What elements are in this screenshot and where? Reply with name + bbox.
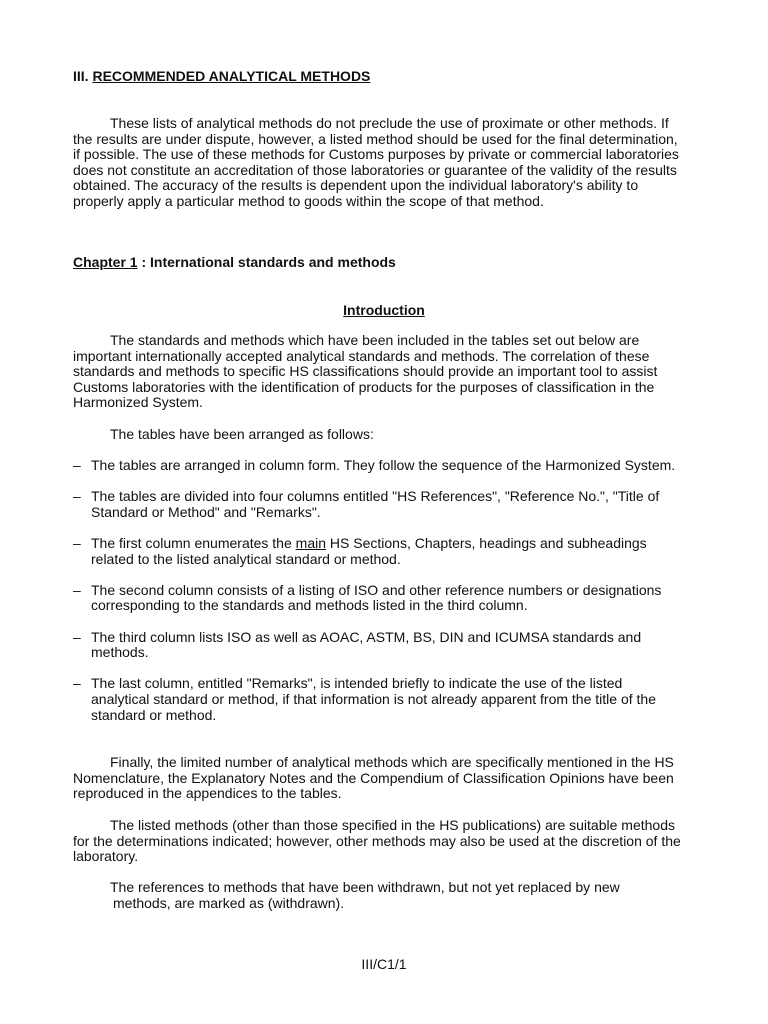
listed-methods-paragraph: The listed methods (other than those specified in the HS publications) are suitable methods for the determinations indicated; however, other methods may also be used at the discretion of the laboratory. bbox=[73, 817, 681, 865]
bullet-dash: – bbox=[73, 534, 81, 551]
list-item bbox=[73, 489, 683, 520]
section-number: III. bbox=[73, 68, 89, 84]
intro-paragraph: These lists of analytical methods do not preclude the use of proximate or other methods. If the results are under dispute, however, a listed method should be used for the final determination, if possible. The use of these methods for Customs purposes by private or commercial laboratories does not constitute an accreditation of those laboratories or guarantee of the validity of the results obtained. The accuracy of the results is dependent upon the individual laboratory's ability to properly apply a particular method to goods within the scope of that method. bbox=[73, 115, 679, 209]
bullet-dash: – bbox=[73, 628, 81, 645]
section-heading bbox=[73, 69, 683, 85]
list-item bbox=[73, 676, 683, 723]
withdrawn-line-1: The references to methods that have been withdrawn, but not yet replaced by new bbox=[110, 879, 620, 895]
list-item bbox=[73, 458, 683, 474]
page-number: III/C1/1 bbox=[361, 956, 407, 972]
bullet-dash: – bbox=[73, 488, 81, 505]
bullet-dash: – bbox=[73, 675, 81, 692]
withdrawn-line-2: methods, are marked as (withdrawn). bbox=[113, 894, 345, 911]
list-item-text-after: HS Sections, Chapters, headings and subheadings related to the listed analytical standard or method. bbox=[91, 534, 647, 567]
list-item bbox=[73, 536, 683, 567]
arrangement-list bbox=[73, 458, 683, 739]
introduction-heading: Introduction bbox=[343, 302, 425, 318]
list-item-text: The third column lists ISO as well as AOAC, ASTM, BS, DIN and ICUMSA standards and methods. bbox=[91, 628, 642, 661]
list-item bbox=[73, 583, 683, 614]
list-item-text-before: The first column enumerates the bbox=[91, 534, 296, 551]
section-title: RECOMMENDED ANALYTICAL METHODS bbox=[92, 68, 371, 84]
standards-paragraph: The standards and methods which have been included in the tables set out below are important internationally accepted analytical standards and methods. The correlation of these standards and methods to specific HS classifications should provide an important tool to assist Customs laboratories with the identification of products for the purposes of classification in the Harmonized System. bbox=[73, 332, 658, 411]
list-item-text bbox=[91, 535, 647, 567]
list-item-text: The last column, entitled "Remarks", is intended briefly to indicate the use of the listed analytical standard or method, if that information is not already apparent from the title of the standard or method. bbox=[91, 675, 656, 723]
chapter-heading bbox=[73, 255, 683, 271]
list-item-text: The second column consists of a listing of ISO and other reference numbers or designations corresponding to the standards and methods listed in the third column. bbox=[91, 581, 662, 614]
withdrawn-paragraph bbox=[110, 880, 670, 911]
bullet-dash: – bbox=[73, 457, 81, 473]
bullet-dash: – bbox=[73, 581, 81, 598]
list-item bbox=[73, 630, 683, 661]
list-item-text: The tables are divided into four columns entitled "HS References", "Reference No.", "Title of Standard or Method" and "Remarks". bbox=[91, 488, 660, 520]
chapter-title: : International standards and methods bbox=[137, 254, 396, 270]
chapter-label: Chapter 1 bbox=[73, 254, 138, 270]
list-item-text: The tables are arranged in column form. They follow the sequence of the Harmonized System. bbox=[91, 457, 676, 473]
tables-arranged-intro: The tables have been arranged as follows: bbox=[110, 426, 374, 442]
appendices-paragraph: Finally, the limited number of analytical methods which are specifically mentioned in the HS Nomenclature, the Explanatory Notes and the Compendium of Classification Opinions have been reproduced in the appendices to the tables. bbox=[73, 754, 674, 802]
underlined-word-main: main bbox=[295, 534, 327, 551]
